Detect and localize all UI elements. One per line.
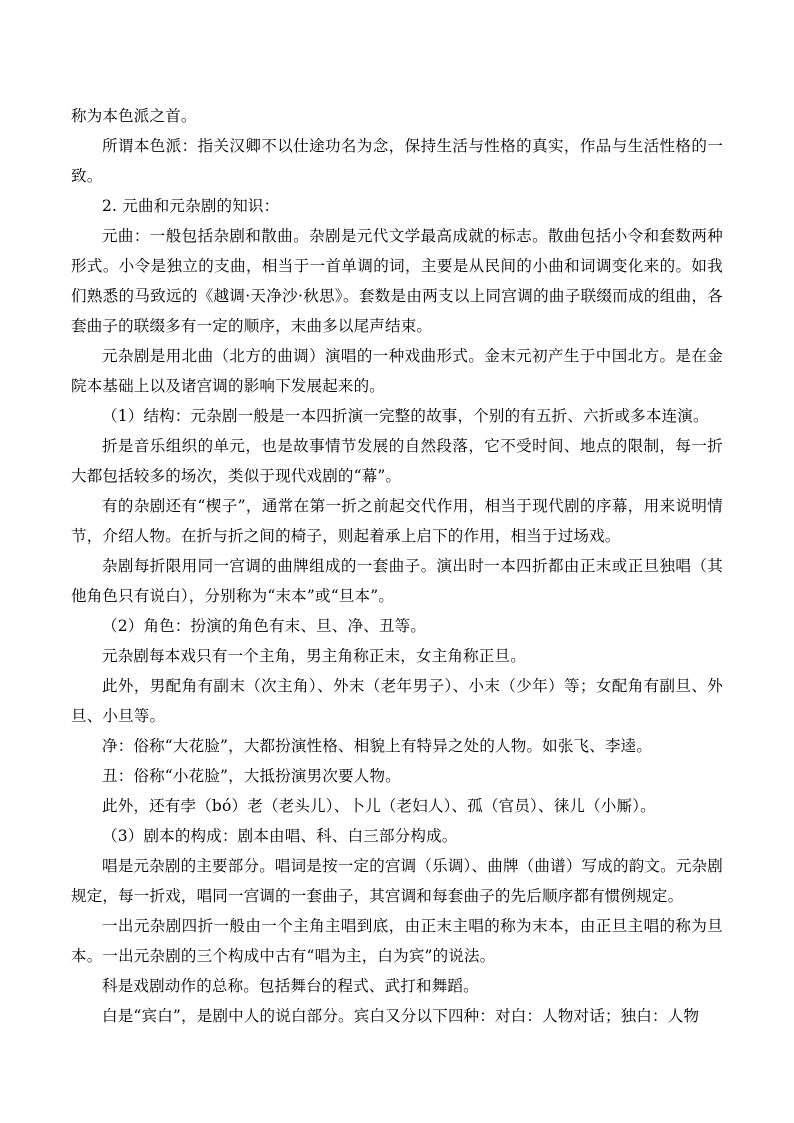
paragraph-bense-definition: 所谓本色派：指关汉卿不以仕途功名为念，保持生活与性格的真实，作品与生活性格的一致。 bbox=[71, 137, 723, 185]
paragraph-bai: 白是“宾白”，是剧中人的说白部分。宾白又分以下四种：对白：人物对话；独白：人物 bbox=[102, 1007, 700, 1025]
paragraph-ke: 科是戏剧动作的总称。包括舞台的程式、武打和舞蹈。 bbox=[102, 977, 479, 995]
paragraph-chang: 唱是元杂剧的主要部分。唱词是按一定的宫调（乐调）、曲牌（曲谱）写成的韵文。元杂剧规定，每一折戏，唱同一宫调的一套曲子，其宫调和每套曲子的先后顺序都有惯例规定。 bbox=[71, 857, 723, 905]
paragraph-jing: 净：俗称“大花脸”，大都扮演性格、相貌上有特异之处的人物。如张飞、李逵。 bbox=[102, 737, 653, 755]
paragraph-main-singer: 一出元杂剧四折一般由一个主角主唱到底，由正末主唱的称为末本，由正旦主唱的称为旦本。一出元杂剧的三个构成中古有“唱为主，白为宾”的说法。 bbox=[71, 917, 723, 965]
paragraph-lead-roles: 元杂剧每本戏只有一个主角，男主角称正末，女主角称正旦。 bbox=[102, 647, 526, 665]
paragraph-other-roles: 此外，还有孛（bó）老（老头儿）、卜儿（老妇人）、孤（官员）、徕儿（小厮）。 bbox=[102, 797, 656, 815]
paragraph-yuanqu: 元曲：一般包括杂剧和散曲。杂剧是元代文学最高成就的标志。散曲包括小令和套数两种形式。小令是独立的支曲，相当于一首单调的词，主要是从民间的小曲和词调变化来的。如我们熟悉的马致远的《越调·天净沙·秋思》。套数是由两支以上同宫调的曲子联缀而成的组曲，各套曲子的联缀多有一定的顺序，末曲多以尾声结束。 bbox=[71, 227, 723, 335]
paragraph-roles: （2）角色：扮演的角色有末、旦、净、丑等。 bbox=[102, 617, 427, 635]
section-heading-yuanqu: 2. 元曲和元杂剧的知识： bbox=[102, 197, 280, 215]
paragraph-gongdiao: 杂剧每折限用同一宫调的曲牌组成的一套曲子。演出时一本四折都由正末或正旦独唱（其他角色只有说白），分别称为“末本”或“旦本”。 bbox=[71, 557, 723, 605]
paragraph-script-composition: （3）剧本的构成：剧本由唱、科、白三部分构成。 bbox=[102, 827, 458, 845]
paragraph-zaju-origin: 元杂剧是用北曲（北方的曲调）演唱的一种戏曲形式。金末元初产生于中国北方。是在金院本基础上以及诸宫调的影响下发展起来的。 bbox=[71, 347, 723, 395]
paragraph-structure: （1）结构：元杂剧一般是一本四折演一完整的故事，个别的有五折、六折或多本连演。 bbox=[102, 407, 709, 425]
paragraph-continuation: 称为本色派之首。 bbox=[71, 107, 197, 125]
paragraph-chou: 丑：俗称“小花脸”，大抵扮演男次要人物。 bbox=[102, 767, 401, 785]
document-page bbox=[71, 101, 723, 1031]
paragraph-supporting-roles: 此外，男配角有副末（次主角）、外末（老年男子）、小末（少年）等；女配角有副旦、外旦、小旦等。 bbox=[71, 677, 723, 725]
paragraph-xiezi: 有的杂剧还有“楔子”，通常在第一折之前起交代作用，相当于现代剧的序幕，用来说明情节，介绍人物。在折与折之间的椅子，则起着承上启下的作用，相当于过场戏。 bbox=[71, 497, 723, 545]
paragraph-zhe: 折是音乐组织的单元，也是故事情节发展的自然段落，它不受时间、地点的限制，每一折大都包括较多的场次，类似于现代戏剧的“幕”。 bbox=[71, 437, 723, 485]
